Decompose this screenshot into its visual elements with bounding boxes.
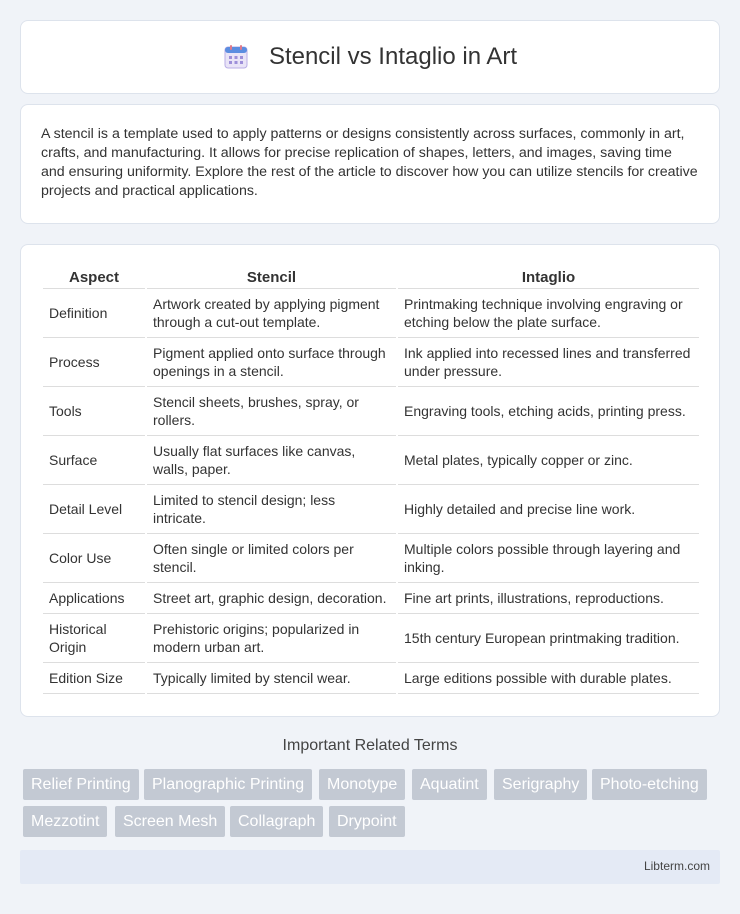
cell-aspect: Process [43,338,146,387]
comparison-table-card [20,244,720,717]
footer-site[interactable]: Libterm.com [643,859,710,873]
table-row [43,534,699,583]
intro-card [20,104,720,224]
header-stencil: Stencil [146,265,397,289]
related-term-tag[interactable]: Planographic Printing [144,769,312,800]
table-row [43,387,699,436]
related-term-tag[interactable]: Screen Mesh [115,806,225,837]
related-term-tag[interactable]: Mezzotint [23,806,107,837]
cell-aspect: Surface [43,436,146,485]
table-row [43,663,699,694]
footer [20,850,720,884]
cell-stencil: Usually flat surfaces like canvas, walls, paper. [146,436,397,485]
cell-aspect: Tools [43,387,146,436]
cell-stencil: Artwork created by applying pigment through a cut-out template. [146,289,397,338]
cell-intaglio: Highly detailed and precise line work. [397,485,699,534]
related-term-tag[interactable]: Serigraphy [494,769,587,800]
cell-stencil: Stencil sheets, brushes, spray, or rollers. [146,387,397,436]
page-title: Stencil vs Intaglio in Art [268,43,518,70]
cell-stencil: Often single or limited colors per stencil. [146,534,397,583]
cell-intaglio: Ink applied into recessed lines and transferred under pressure. [397,338,699,387]
cell-intaglio: Multiple colors possible through layering and inking. [397,534,699,583]
table-header-row [43,265,699,289]
comparison-table [43,265,699,694]
cell-intaglio: Engraving tools, etching acids, printing press. [397,387,699,436]
related-term-tag[interactable]: Photo-etching [592,769,707,800]
cell-stencil: Street art, graphic design, decoration. [146,583,397,614]
cell-stencil: Prehistoric origins; popularized in modern urban art. [146,614,397,663]
cell-aspect: Detail Level [43,485,146,534]
table-row [43,338,699,387]
cell-intaglio: 15th century European printmaking tradition. [397,614,699,663]
cell-stencil: Pigment applied onto surface through openings in a stencil. [146,338,397,387]
intro-text: A stencil is a template used to apply patterns or designs consistently across surfaces, commonly in art, crafts, and manufacturing. It allows for precise replication of shapes, letters, and images, saving time and ensuring uniformity. Explore the rest of the article to discover how you can utilize stencils for creative projects and practical applications. [41,126,698,199]
cell-intaglio: Printmaking technique involving engraving or etching below the plate surface. [397,289,699,338]
calendar-icon [223,44,249,70]
related-term-tag[interactable]: Collagraph [230,806,323,837]
cell-aspect: Edition Size [43,663,146,694]
related-terms-title: Important Related Terms [282,737,458,754]
related-term-tag[interactable]: Aquatint [412,769,487,800]
cell-aspect: Applications [43,583,146,614]
header-intaglio: Intaglio [397,265,699,289]
header-aspect: Aspect [43,265,146,289]
cell-stencil: Limited to stencil design; less intricate. [146,485,397,534]
cell-aspect: Definition [43,289,146,338]
table-row [43,436,699,485]
cell-intaglio: Large editions possible with durable plates. [397,663,699,694]
related-term-tag[interactable]: Drypoint [329,806,405,837]
header-card [20,20,720,94]
table-row [43,614,699,663]
cell-aspect: Historical Origin [43,614,146,663]
related-term-tag[interactable]: Relief Printing [23,769,139,800]
table-row [43,583,699,614]
cell-intaglio: Fine art prints, illustrations, reproductions. [397,583,699,614]
cell-stencil: Typically limited by stencil wear. [146,663,397,694]
related-term-tag[interactable]: Monotype [319,769,405,800]
table-row [43,485,699,534]
cell-aspect: Color Use [43,534,146,583]
cell-intaglio: Metal plates, typically copper or zinc. [397,436,699,485]
table-row [43,289,699,338]
